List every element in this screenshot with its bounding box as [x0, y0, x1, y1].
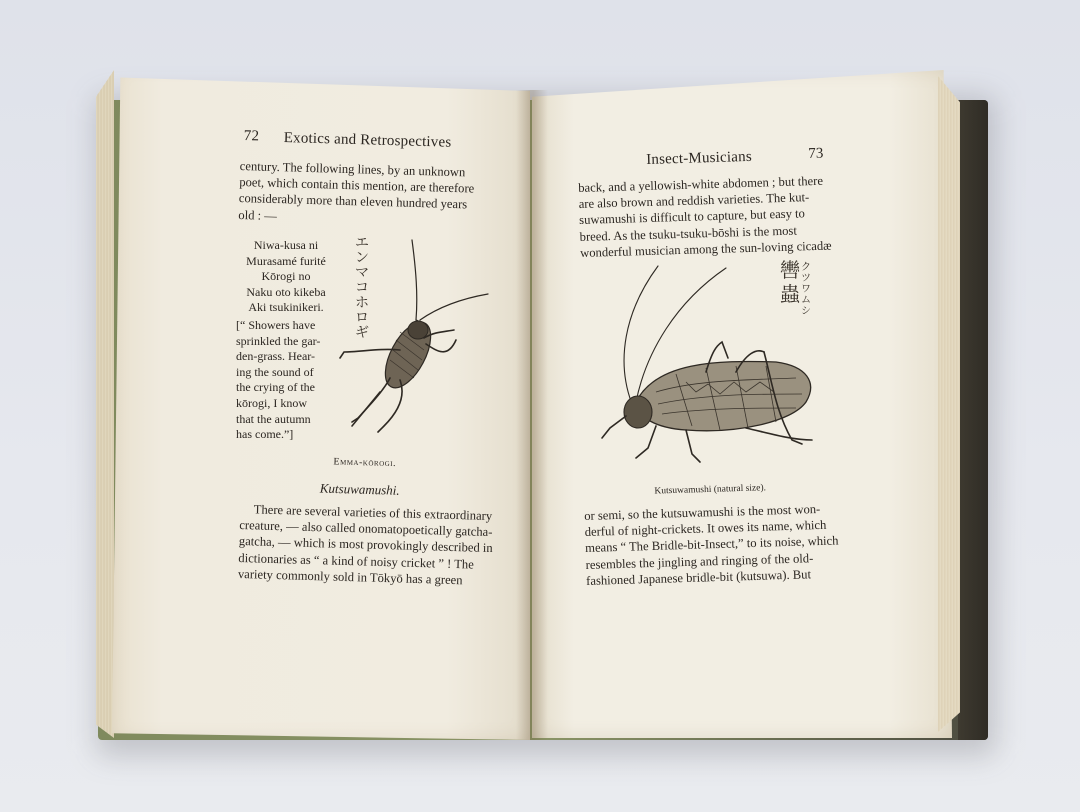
poem-line: Niwa-kusa ni — [253, 238, 319, 252]
text-line: breed. As the tsuku-tsuku-bōshi is the most — [579, 223, 798, 244]
kana-label-emma-korogi: エンマコホロギ — [355, 235, 369, 341]
text-line: resembles the jingling and ringing of the old- — [585, 550, 814, 572]
kana-label-kutsuwamushi: クツワムシ — [801, 262, 811, 317]
poem-line: Aki tsukinikeri. — [248, 300, 324, 315]
text-line: considerably more than eleven hundred years — [238, 191, 468, 212]
romanized-poem — [238, 238, 334, 316]
translation-line: [“ Showers have — [236, 318, 316, 332]
translation-line: has come.”] — [236, 427, 294, 442]
text-line: derful of night-crickets. It owes its name, which — [584, 518, 827, 540]
text-line: back, and a yellowish-white abdomen ; but there — [578, 173, 824, 195]
text-line: wonderful musician among the sun-loving cicadæ — [579, 238, 832, 260]
poem-line: Naku oto kikeba — [246, 284, 326, 299]
poem-line: Murasamé furité — [246, 253, 326, 268]
translation-line: sprinkled the gar- — [236, 333, 321, 348]
right-top-text — [578, 173, 832, 261]
translation-line: ing the sound of — [236, 364, 314, 379]
left-body-text — [238, 501, 494, 589]
text-line: creature, — also called onomatopoetically gatcha- — [239, 518, 493, 540]
right-page-edges — [938, 76, 960, 732]
text-line: poet, which contain this mention, are therefore — [239, 175, 475, 196]
kutsuwamushi-caption: Kutsuwamushi (natural size). — [654, 483, 767, 497]
text-line: or semi, so the kutsuwamushi is the most won- — [584, 501, 821, 523]
text-line: variety commonly sold in Tōkyō has a green — [237, 566, 463, 588]
katydid-illustration — [596, 262, 826, 472]
kanji-label-kutsuwamushi: 轡蟲 — [780, 258, 800, 306]
left-intro-text — [238, 158, 475, 229]
poem-translation — [236, 318, 320, 443]
text-line: century. The following lines, by an unknown — [239, 158, 466, 180]
text-line: There are several varieties of this extraordinary — [253, 502, 493, 524]
emma-korogi-caption: Emma-kōrogi. — [333, 456, 397, 470]
text-line: gatcha, — which is most provokingly described in — [238, 534, 493, 556]
translation-line: the crying of the — [236, 380, 315, 395]
text-line: dictionaries as “ a kind of noisy cricket ” ! The — [238, 550, 474, 572]
book-gutter — [516, 90, 548, 740]
text-line: fashioned Japanese bridle-bit (kutsuwa). But — [585, 567, 812, 588]
poem-line: Kōrogi no — [261, 269, 311, 284]
left-running-head: Exotics and Retrospectives — [283, 130, 452, 151]
text-line: are also brown and reddish varieties. The kut- — [578, 190, 810, 212]
right-bottom-text — [584, 500, 840, 588]
translation-line: that the autumn — [236, 411, 311, 426]
left-page-number: 72 — [243, 128, 260, 145]
text-line: suwamushi is difficult to capture, but easy to — [578, 206, 806, 228]
left-page-edges — [96, 70, 114, 738]
cricket-illustration — [330, 240, 500, 440]
translation-line: den-grass. Hear- — [236, 349, 316, 364]
section-title-kutsuwamushi: Kutsuwamushi. — [319, 480, 400, 498]
back-cover-edge — [958, 100, 988, 740]
text-line: old : — — [238, 207, 278, 223]
right-running-head: Insect-Musicians — [646, 148, 753, 168]
right-page-number: 73 — [808, 145, 824, 162]
text-line: means “ The Bridle-bit-Insect,” to its noise, which — [584, 533, 839, 556]
translation-line: kōrogi, I know — [236, 395, 307, 410]
